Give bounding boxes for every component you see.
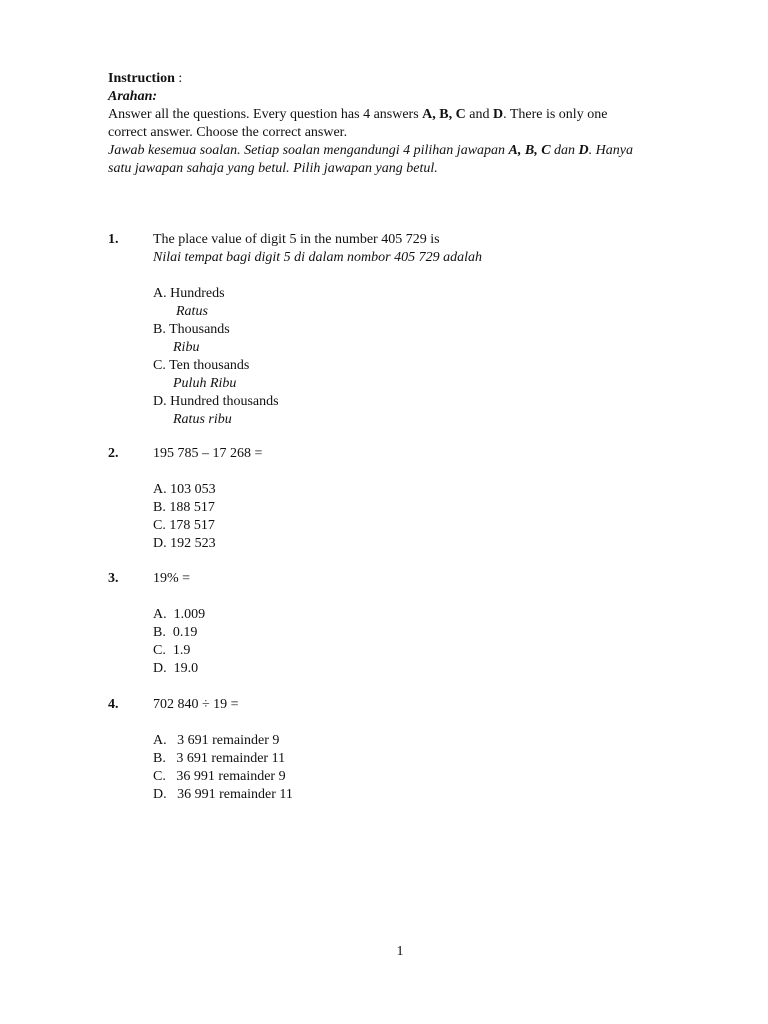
question-text: 19% = xyxy=(153,571,191,586)
question-number: 1. xyxy=(108,232,119,247)
question-number: 4. xyxy=(108,697,119,712)
instruction-ms-tail: . Hanya xyxy=(588,143,633,158)
answer-options xyxy=(153,606,693,678)
question-text: 195 785 – 17 268 = xyxy=(153,446,263,461)
instruction-ms-d: D xyxy=(578,143,589,158)
instruction-en-and: and xyxy=(465,107,493,122)
question-number: 3. xyxy=(108,571,119,586)
option-d-ms: Ratus ribu xyxy=(173,412,232,427)
instruction-block xyxy=(108,70,688,178)
arahan-label: Arahan: xyxy=(108,89,158,104)
answer-options xyxy=(153,481,693,553)
option-b[interactable]: B. 0.19 xyxy=(153,625,198,640)
instruction-label: Instruction xyxy=(108,71,175,86)
instruction-ms-abc: A, B, C xyxy=(508,143,551,158)
instruction-en-line-1 xyxy=(108,106,688,124)
instruction-heading-line xyxy=(108,70,688,88)
instruction-ms-text: Jawab kesemua soalan. Setiap soalan mengandungi 4 pilihan jawapan xyxy=(108,143,509,158)
option-a-ms: Ratus xyxy=(176,304,208,319)
option-c[interactable]: C. 178 517 xyxy=(153,518,215,533)
option-d[interactable]: D. Hundred thousands xyxy=(153,394,279,409)
option-b[interactable]: B. 3 691 remainder 11 xyxy=(153,751,286,766)
answer-options xyxy=(153,732,693,804)
instruction-label-separator: : xyxy=(174,71,183,86)
option-b[interactable]: B. 188 517 xyxy=(153,500,215,515)
question-text-ms: Nilai tempat bagi digit 5 di dalam nombor 405 729 adalah xyxy=(153,250,483,265)
option-b-ms: Ribu xyxy=(173,340,200,355)
option-d[interactable]: D. 192 523 xyxy=(153,536,216,551)
question-text: The place value of digit 5 in the number 405 729 is xyxy=(153,232,440,247)
option-c[interactable]: C. 36 991 remainder 9 xyxy=(153,769,286,784)
instruction-en-d: D xyxy=(492,107,504,122)
instruction-ms-line-2: satu jawapan sahaja yang betul. Pilih jawapan yang betul. xyxy=(108,161,438,176)
option-a[interactable]: A. 103 053 xyxy=(153,482,216,497)
instruction-ms-line-1 xyxy=(108,142,688,160)
answer-options xyxy=(153,285,693,429)
question-body xyxy=(153,696,693,804)
question-number: 2. xyxy=(108,446,119,461)
option-c-ms: Puluh Ribu xyxy=(173,376,237,391)
instruction-en-line-2: correct answer. Choose the correct answer. xyxy=(108,125,348,140)
instruction-ms-dan: dan xyxy=(550,143,579,158)
option-c[interactable]: C. Ten thousands xyxy=(153,358,250,373)
question-text: 702 840 ÷ 19 = xyxy=(153,697,239,712)
option-b[interactable]: B. Thousands xyxy=(153,322,230,337)
option-a[interactable]: A. Hundreds xyxy=(153,286,225,301)
page-number: 1 xyxy=(396,944,404,959)
option-c[interactable]: C. 1.9 xyxy=(153,643,191,658)
question-body xyxy=(153,445,693,553)
question-body xyxy=(153,231,693,429)
option-a[interactable]: A. 1.009 xyxy=(153,607,206,622)
instruction-en-abc: A, B, C xyxy=(422,107,466,122)
question-body xyxy=(153,570,693,678)
instruction-en-text: Answer all the questions. Every question has 4 answers xyxy=(108,107,423,122)
option-d[interactable]: D. 36 991 remainder 11 xyxy=(153,787,293,802)
option-a[interactable]: A. 3 691 remainder 9 xyxy=(153,733,280,748)
instruction-en-tail: . There is only one xyxy=(503,107,608,122)
option-d[interactable]: D. 19.0 xyxy=(153,661,199,676)
